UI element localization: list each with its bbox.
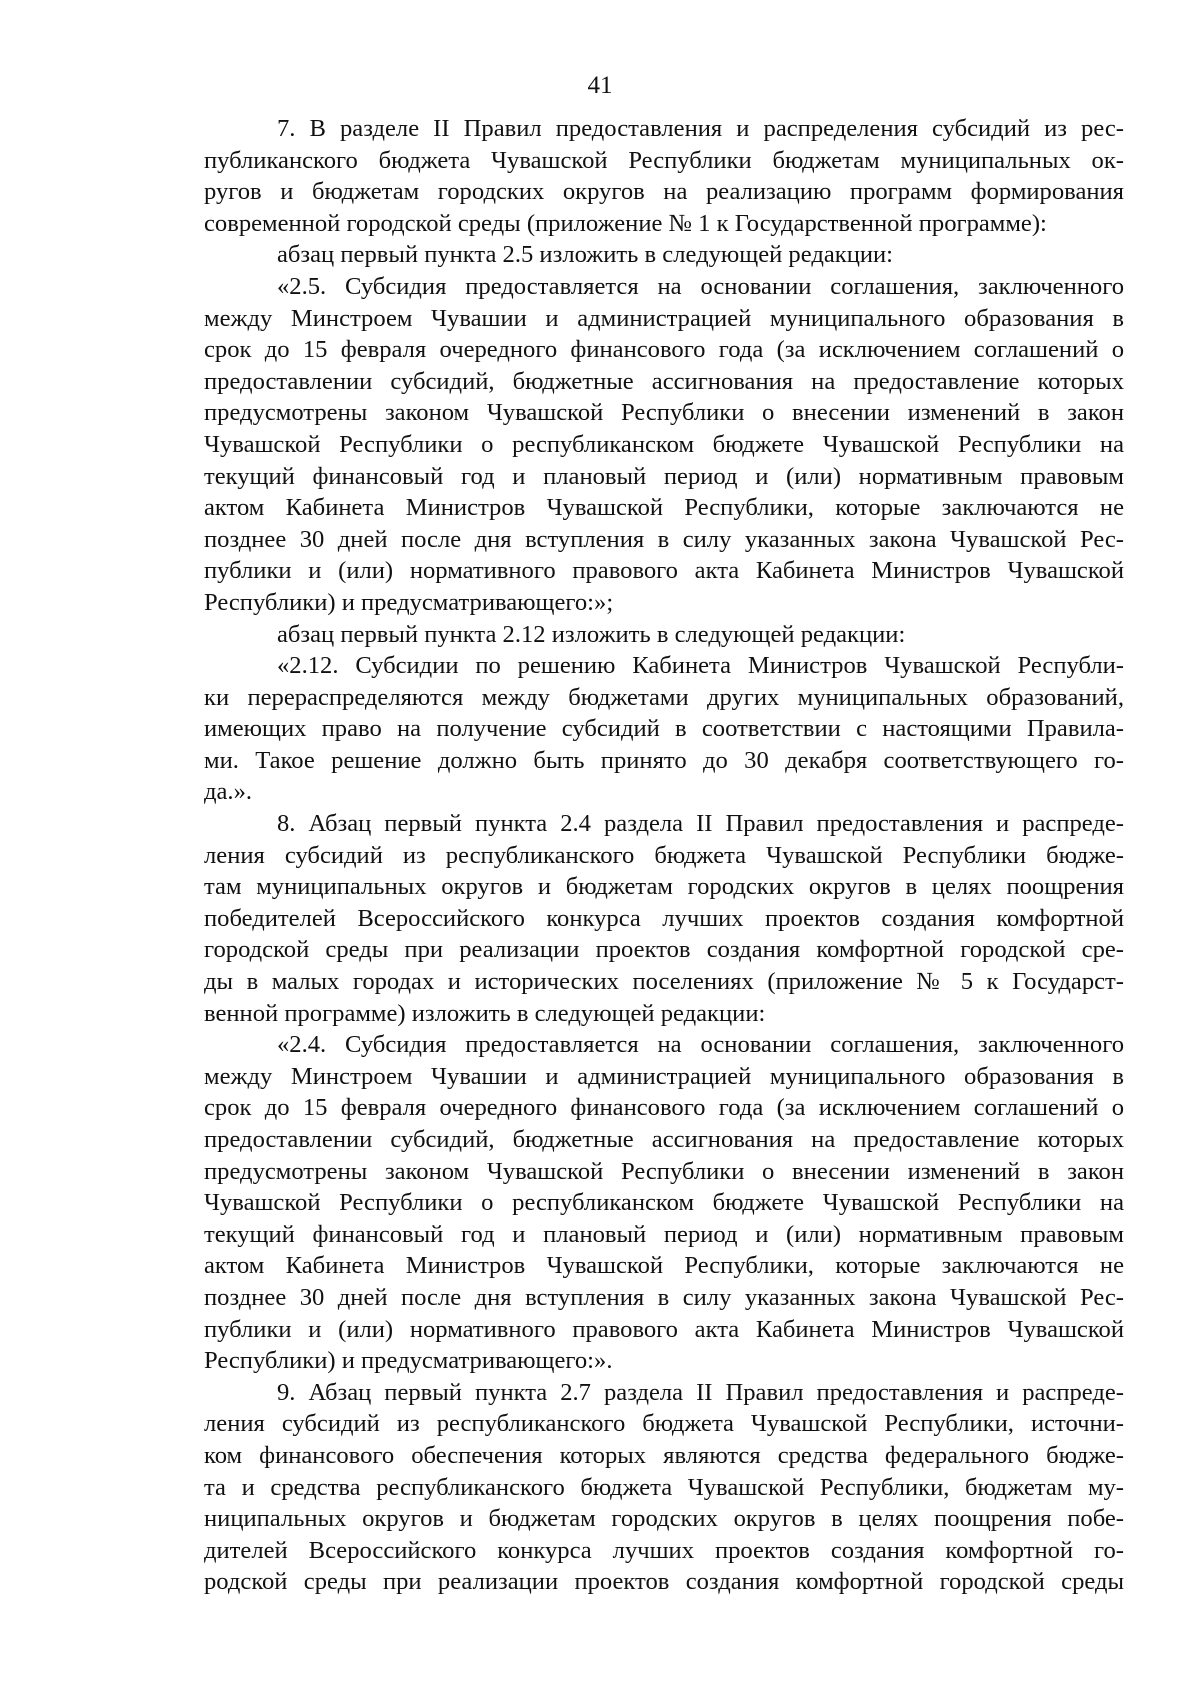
text-line: Чувашской Республики о республиканском бюджете Чувашской Республики на: [204, 1189, 1124, 1217]
text-line: ком финансового обеспечения которых являются средства федерального бюдже-: [204, 1441, 1124, 1469]
text-line: ми. Такое решение должно быть принято до 30 декабря соответствующего го-: [204, 746, 1124, 774]
text-line: абзац первый пункта 2.5 изложить в следующей редакции:: [277, 241, 894, 269]
text-line: публики и (или) нормативного правового акта Кабинета Министров Чувашской: [204, 557, 1124, 585]
text-line: городской среды при реализации проектов создания комфортной городской сре-: [204, 936, 1124, 964]
text-line: дителей Всероссийского конкурса лучших проектов создания комфортной го-: [204, 1536, 1124, 1564]
text-line: позднее 30 дней после дня вступления в силу указанных закона Чувашской Рес-: [204, 1283, 1124, 1311]
document-body: [204, 113, 1124, 1598]
text-line: текущий финансовый год и плановый период и (или) нормативным правовым: [204, 1220, 1124, 1248]
text-line: между Минстроем Чувашии и администрацией муниципального образования в: [204, 304, 1124, 332]
text-line: абзац первый пункта 2.12 изложить в следующей редакции:: [277, 620, 906, 648]
text-line: ниципальных округов и бюджетам городских округов в целях поощрения побе-: [204, 1505, 1124, 1533]
text-line: предусмотрены законом Чувашской Республики о внесении изменений в закон: [204, 1157, 1124, 1185]
text-line: публики и (или) нормативного правового акта Кабинета Министров Чувашской: [204, 1315, 1124, 1343]
text-line: победителей Всероссийского конкурса лучших проектов создания комфортной: [204, 904, 1124, 932]
text-line: та и средства республиканского бюджета Чувашской Республики, бюджетам му-: [204, 1473, 1124, 1501]
text-line: позднее 30 дней после дня вступления в силу указанных закона Чувашской Рес-: [204, 525, 1124, 553]
text-line: предусмотрены законом Чувашской Республики о внесении изменений в закон: [204, 399, 1124, 427]
text-line: ки перераспределяются между бюджетами других муниципальных образований,: [204, 683, 1124, 711]
text-line: срок до 15 февраля очередного финансового года (за исключением соглашений о: [204, 336, 1124, 364]
text-line: 7. В разделе II Правил предоставления и распределения субсидий из рес-: [277, 115, 1124, 142]
text-line: между Минстроем Чувашии и администрацией муниципального образования в: [204, 1062, 1124, 1090]
text-line: имеющих право на получение субсидий в соответствии с настоящими Правила-: [204, 715, 1124, 743]
text-line: актом Кабинета Министров Чувашской Республики, которые заключаются не: [204, 1252, 1124, 1280]
text-line: ругов и бюджетам городских округов на реализацию программ формирования: [204, 178, 1124, 206]
text-line: текущий финансовый год и плановый период и (или) нормативным правовым: [204, 462, 1124, 490]
text-line: современной городской среды (приложение № 1 к Государственной программе):: [204, 209, 1047, 237]
text-line: родской среды при реализации проектов создания комфортной городской среды: [204, 1568, 1124, 1596]
text-line: актом Кабинета Министров Чувашской Республики, которые заключаются не: [204, 494, 1124, 522]
text-line: «2.4. Субсидия предоставляется на основании соглашения, заключенного: [277, 1031, 1124, 1059]
text-line: ления субсидий из республиканского бюджета Чувашской Республики бюдже-: [204, 841, 1124, 869]
text-line: 8. Абзац первый пункта 2.4 раздела II Правил предоставления и распреде-: [277, 810, 1124, 838]
text-line: ления субсидий из республиканского бюджета Чувашской Республики, источни-: [204, 1410, 1124, 1438]
text-line: да.».: [204, 778, 253, 806]
text-line: венной программе) изложить в следующей редакции:: [204, 999, 766, 1027]
text-line: предоставлении субсидий, бюджетные ассигнования на предоставление которых: [204, 1126, 1124, 1153]
text-line: «2.5. Субсидия предоставляется на основании соглашения, заключенного: [277, 272, 1124, 300]
text-line: Чувашской Республики о республиканском бюджете Чувашской Республики на: [204, 430, 1124, 458]
text-line: Республики) и предусматривающего:».: [204, 1347, 613, 1375]
text-line: Республики) и предусматривающего:»;: [204, 588, 614, 616]
text-line: ды в малых городах и исторических поселениях (приложение № 5 к Государст-: [204, 968, 1124, 996]
text-line: предоставлении субсидий, бюджетные ассигнования на предоставление которых: [204, 367, 1124, 395]
text-line: срок до 15 февраля очередного финансового года (за исключением соглашений о: [204, 1094, 1124, 1122]
text-line: там муниципальных округов и бюджетам городских округов в целях поощрения: [204, 873, 1124, 901]
text-line: публиканского бюджета Чувашской Республики бюджетам муниципальных ок-: [204, 146, 1124, 174]
text-line: «2.12. Субсидии по решению Кабинета Министров Чувашской Республи-: [277, 652, 1124, 680]
page-number: 41: [587, 72, 613, 99]
text-line: 9. Абзац первый пункта 2.7 раздела II Правил предоставления и распреде-: [277, 1378, 1124, 1406]
